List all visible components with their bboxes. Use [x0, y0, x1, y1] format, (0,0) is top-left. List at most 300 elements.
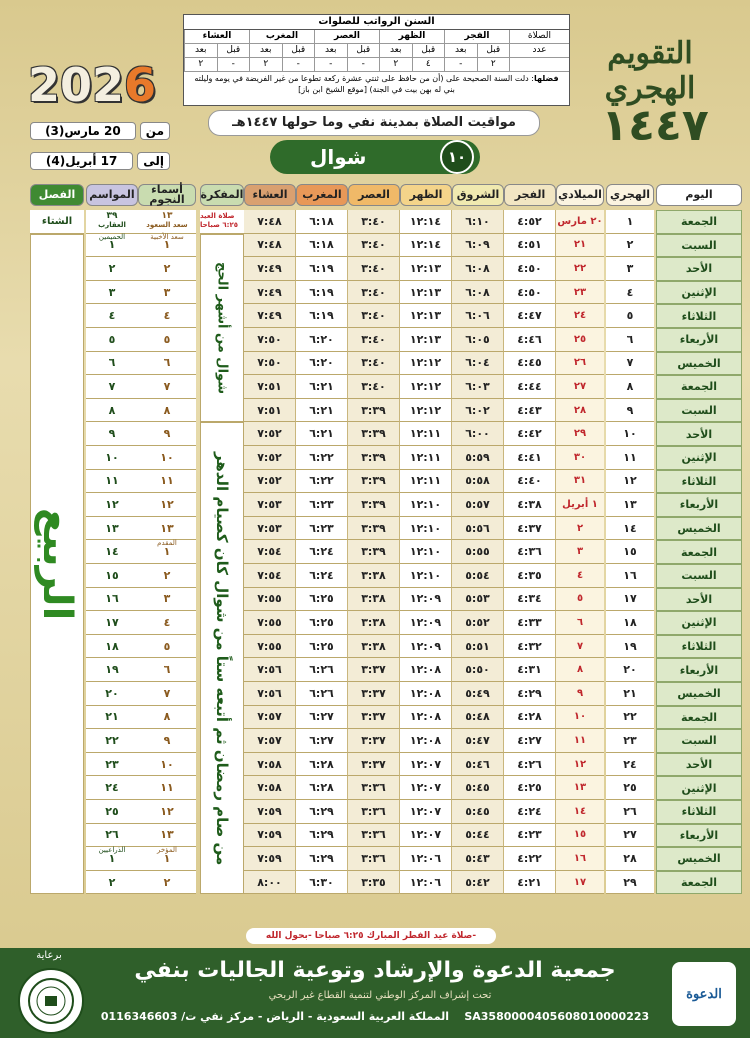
hijri-cell: ٥: [606, 304, 654, 328]
isha-cell: ٧:٥٢: [244, 470, 296, 494]
isha-cell: ٧:٥٣: [244, 517, 296, 541]
sunrise-cell: ٥:٥١: [452, 635, 504, 659]
day-cell: الجمعة: [656, 871, 742, 895]
fajr-cell: ٤:٤٧: [504, 304, 556, 328]
sunan-after-1: بعد: [379, 44, 412, 58]
fajr-cell: ٤:٣٣: [504, 611, 556, 635]
asr-cell: ٣:٣٨: [348, 635, 400, 659]
hijri-cell: ٢٧: [606, 824, 654, 848]
seasons-cell: ٨: [86, 399, 138, 423]
sunrise-cell: ٥:٤٥: [452, 776, 504, 800]
maghrib-cell: ٦:٢٧: [296, 729, 348, 753]
day-cell: الخميس: [656, 517, 742, 541]
sunan-table: [183, 14, 570, 106]
dhuhr-cell: ١٢:١٤: [400, 210, 452, 234]
stars-num: ١٣: [161, 211, 173, 222]
hijri-cell: ٢٣: [606, 729, 654, 753]
dhuhr-cell: ١٢:١٤: [400, 234, 452, 258]
hijri-cell: ١٢: [606, 470, 654, 494]
day-cell: الأربعاء: [656, 328, 742, 352]
stars-cell: ٧: [138, 375, 196, 399]
dhuhr-cell: ١٢:١٢: [400, 352, 452, 376]
asr-cell: ٣:٣٥: [348, 871, 400, 895]
seasons-cell: ٢: [86, 257, 138, 281]
greg-cell: ٣٠: [556, 446, 604, 470]
stars-cell: ٥: [138, 635, 196, 659]
dhuhr-cell: ١٢:١٣: [400, 257, 452, 281]
hijri-cell: ٢٢: [606, 706, 654, 730]
stars-cell: ١: [138, 540, 196, 564]
dhuhr-cell: ١٢:١٢: [400, 399, 452, 423]
greg-cell: ٦: [556, 611, 604, 635]
hijri-cell: ١٣: [606, 493, 654, 517]
seasons-label-row2: الحميمين: [98, 232, 126, 241]
month-name: شوال: [310, 145, 367, 169]
sunrise-cell: ٦:٠٣: [452, 375, 504, 399]
fajr-cell: ٤:٣٥: [504, 564, 556, 588]
maghrib-cell: ٦:١٩: [296, 304, 348, 328]
stars-cell: ٦: [138, 352, 196, 376]
greg-cell: ١٠: [556, 706, 604, 730]
sunrise-cell: ٦:٠٠: [452, 422, 504, 446]
maghrib-cell: ٦:١٩: [296, 257, 348, 281]
seasons-cell: ٢٥: [86, 800, 138, 824]
sunan-after-3: بعد: [249, 44, 282, 58]
stars-cell: ٦: [138, 658, 196, 682]
asr-cell: ٣:٣٧: [348, 753, 400, 777]
fajr-cell: ٤:٢٢: [504, 847, 556, 871]
maghrib-cell: ٦:١٨: [296, 234, 348, 258]
col-header-greg: الميلادي: [556, 184, 604, 206]
day-cell: الأربعاء: [656, 824, 742, 848]
from-value: 20 مارس(3): [30, 122, 136, 140]
asr-cell: ٣:٤٠: [348, 328, 400, 352]
dhuhr-cell: ١٢:٠٩: [400, 588, 452, 612]
seasons-cell: ٣: [86, 281, 138, 305]
sponsor-logo: [18, 968, 84, 1034]
hijri-cell: ١٩: [606, 635, 654, 659]
col-header-stars: أسماء النجوم: [138, 184, 196, 206]
fajr-cell: ٤:٣٤: [504, 588, 556, 612]
isha-cell: ٨:٠٠: [244, 871, 296, 895]
day-cell: الأحد: [656, 753, 742, 777]
greg-cell: ٤: [556, 564, 604, 588]
fajr-cell: ٤:٥١: [504, 234, 556, 258]
asr-cell: ٣:٣٨: [348, 564, 400, 588]
greg-cell: ٢٠ مارس: [556, 210, 604, 234]
col-header-maghrib: المغرب: [296, 184, 348, 206]
sunrise-cell: ٥:٥٣: [452, 588, 504, 612]
fajr-cell: ٤:٢٥: [504, 776, 556, 800]
sunan-before-4: قبل: [217, 44, 250, 58]
dhuhr-cell: ١٢:٠٩: [400, 611, 452, 635]
isha-cell: ٧:٤٨: [244, 210, 296, 234]
sunan-count-after-4: ٢: [184, 58, 217, 72]
greg-cell: ٢٥: [556, 328, 604, 352]
fajr-cell: ٤:٢٨: [504, 706, 556, 730]
dhuhr-cell: ١٢:١٢: [400, 375, 452, 399]
day-cell: الثلاثاء: [656, 635, 742, 659]
sunan-count-spacer: [509, 58, 569, 72]
col-header-sunrise: الشروق: [452, 184, 504, 206]
stars-cell: ١٠: [138, 753, 196, 777]
greg-cell: ٢٦: [556, 352, 604, 376]
seasons-cell: ٤: [86, 304, 138, 328]
asr-cell: ٣:٣٩: [348, 470, 400, 494]
asr-cell: ٣:٣٩: [348, 446, 400, 470]
fajr-cell: ٤:٣٦: [504, 540, 556, 564]
maghrib-cell: ٦:٢٢: [296, 446, 348, 470]
stars-cell: ٧: [138, 682, 196, 706]
greg-cell: ٥: [556, 588, 604, 612]
fajr-cell: ٤:٥٠: [504, 257, 556, 281]
asr-cell: ٣:٤٠: [348, 281, 400, 305]
asr-cell: ٣:٤٠: [348, 257, 400, 281]
seasons-cell: ٢٣: [86, 753, 138, 777]
greg-cell: ١٤: [556, 800, 604, 824]
fajr-cell: ٤:٢٩: [504, 682, 556, 706]
gregorian-year: [28, 58, 168, 118]
asr-cell: ٣:٣٨: [348, 588, 400, 612]
dhuhr-cell: ١٢:٠٨: [400, 729, 452, 753]
maghrib-cell: ٦:٢٠: [296, 328, 348, 352]
dhuhr-cell: ١٢:١١: [400, 470, 452, 494]
fajr-cell: ٤:٤٢: [504, 422, 556, 446]
dhuhr-cell: ١٢:٠٧: [400, 776, 452, 800]
fajr-cell: ٤:٢٣: [504, 824, 556, 848]
stars-cell: ٣: [138, 281, 196, 305]
greg-year-suffix: 6: [124, 58, 157, 112]
maghrib-cell: ٦:١٨: [296, 210, 348, 234]
isha-cell: ٧:٥٥: [244, 635, 296, 659]
stars-cell: ١١: [138, 470, 196, 494]
fajr-cell: ٤:٣١: [504, 658, 556, 682]
greg-cell: ١١: [556, 729, 604, 753]
sunrise-cell: ٦:٠٦: [452, 304, 504, 328]
asr-cell: ٣:٣٨: [348, 611, 400, 635]
day-cell: الجمعة: [656, 706, 742, 730]
stars-cell: ١٣: [138, 824, 196, 848]
fajr-cell: ٤:٤٣: [504, 399, 556, 423]
maghrib-cell: ٦:٢٣: [296, 493, 348, 517]
asr-cell: ٣:٣٦: [348, 800, 400, 824]
stars-cell: ٤: [138, 304, 196, 328]
eid-note: صلاة عيد الفطر المبارك ٦:٢٥ صباحا -بحول الله-: [246, 928, 496, 944]
hijri-cell: ٦: [606, 328, 654, 352]
seasons-cell: ٥: [86, 328, 138, 352]
side-note-shawwal-fasting: من صام رمضان ثم أتبعه ستاً من شوال كان كصيام الدهر: [200, 422, 244, 894]
sunan-count-label: عدد: [509, 44, 569, 58]
sunan-after-4: بعد: [184, 44, 217, 58]
sunan-count-before-1: ٤: [412, 58, 445, 72]
asr-cell: ٣:٤٠: [348, 375, 400, 399]
seasons-cell-row1: [86, 210, 138, 234]
sunrise-cell: ٥:٥٤: [452, 564, 504, 588]
sunan-prayer-4: العشاء: [184, 30, 249, 44]
hijri-cell: ١٧: [606, 588, 654, 612]
hijri-cell: ٢٨: [606, 847, 654, 871]
seasons-cell: ١٥: [86, 564, 138, 588]
range-to: [30, 150, 170, 172]
sunan-grid: [184, 29, 569, 72]
isha-cell: ٧:٥٢: [244, 446, 296, 470]
sunrise-cell: ٥:٥٨: [452, 470, 504, 494]
sunan-note-text: دلت السنة الصحيحة على (أن من حافظ على ثنتي عشرة ركعة تطوعا من غير الفريضة في يومه وليلته بني له بهن بيت في الجنة) [موقع الشيخ ابن باز]: [194, 74, 529, 94]
day-cell: الأحد: [656, 422, 742, 446]
seasons-cell: ٢٦: [86, 824, 138, 848]
col-header-day: اليوم: [656, 184, 742, 206]
greg-cell: ٩: [556, 682, 604, 706]
stars-cell: ١١: [138, 776, 196, 800]
maghrib-cell: ٦:٢٣: [296, 517, 348, 541]
stars-cell-row1: [138, 210, 196, 234]
sunrise-cell: ٦:٠٨: [452, 257, 504, 281]
sunrise-cell: ٦:٠٨: [452, 281, 504, 305]
fajr-cell: ٤:٥٢: [504, 210, 556, 234]
maghrib-cell: ٦:٢٤: [296, 540, 348, 564]
col-header-asr: العصر: [348, 184, 400, 206]
sunrise-cell: ٥:٤٣: [452, 847, 504, 871]
sunrise-cell: ٥:٤٤: [452, 824, 504, 848]
sunrise-cell: ٥:٤٥: [452, 800, 504, 824]
stars-label-row28: المؤخر: [157, 846, 177, 855]
day-cell: الأربعاء: [656, 658, 742, 682]
greg-cell: ٢٤: [556, 304, 604, 328]
isha-cell: ٧:٥٦: [244, 682, 296, 706]
dhuhr-cell: ١٢:٠٨: [400, 658, 452, 682]
fajr-cell: ٤:٣٨: [504, 493, 556, 517]
isha-cell: ٧:٥١: [244, 375, 296, 399]
greg-cell: ٣: [556, 540, 604, 564]
sunan-before-2: قبل: [347, 44, 380, 58]
sunrise-cell: ٥:٤٩: [452, 682, 504, 706]
day-cell: الأحد: [656, 588, 742, 612]
day-cell: الإثنين: [656, 611, 742, 635]
stars-cell: ٣: [138, 588, 196, 612]
asr-cell: ٣:٣٩: [348, 422, 400, 446]
stars-cell: ١٢: [138, 493, 196, 517]
season-spring-label: الربيع: [30, 234, 84, 895]
asr-cell: ٣:٣٧: [348, 658, 400, 682]
day-cell: الأحد: [656, 257, 742, 281]
fajr-cell: ٤:٣٢: [504, 635, 556, 659]
dhuhr-cell: ١٢:١٠: [400, 517, 452, 541]
maghrib-cell: ٦:٢١: [296, 375, 348, 399]
sunan-count-after-2: -: [314, 58, 347, 72]
col-header-season: الفصل: [30, 184, 84, 206]
fajr-cell: ٤:٢١: [504, 871, 556, 895]
dhuhr-cell: ١٢:٠٧: [400, 800, 452, 824]
dhuhr-cell: ١٢:٠٧: [400, 753, 452, 777]
day-cell: السبت: [656, 234, 742, 258]
from-label: من: [140, 122, 170, 140]
hijri-cell: ١٦: [606, 564, 654, 588]
seasons-cell: ١: [86, 847, 138, 871]
seasons-cell: ٧: [86, 375, 138, 399]
stars-cell: ١: [138, 234, 196, 258]
hijri-cell: ٣: [606, 257, 654, 281]
seal-icon: [26, 976, 76, 1026]
day-cell: الخميس: [656, 352, 742, 376]
greg-cell: ٢٧: [556, 375, 604, 399]
greg-cell: ٢٩: [556, 422, 604, 446]
asr-cell: ٣:٣٩: [348, 493, 400, 517]
dhuhr-cell: ١٢:١١: [400, 446, 452, 470]
isha-cell: ٧:٥٧: [244, 729, 296, 753]
seasons-num: ٣٩: [106, 211, 118, 222]
stars-cell: ١٣: [138, 517, 196, 541]
sunan-count-before-3: -: [282, 58, 315, 72]
seasons-cell: ٢: [86, 871, 138, 895]
sunrise-cell: ٥:٤٨: [452, 706, 504, 730]
seasons-cell: ٢٢: [86, 729, 138, 753]
day-cell: الثلاثاء: [656, 800, 742, 824]
day-cell: السبت: [656, 564, 742, 588]
reminder-eid-cell: صلاة العيد ٦:٢٥ صباحا: [200, 210, 244, 234]
day-cell: الإثنين: [656, 281, 742, 305]
day-cell: الإثنين: [656, 446, 742, 470]
asr-cell: ٣:٣٦: [348, 847, 400, 871]
stars-cell: ١٢: [138, 800, 196, 824]
day-cell: الإثنين: [656, 776, 742, 800]
seasons-cell: ١٢: [86, 493, 138, 517]
range-from: [30, 120, 170, 142]
sunan-count-before-0: ٢: [477, 58, 510, 72]
sunan-count-before-4: -: [217, 58, 250, 72]
day-cell: الخميس: [656, 847, 742, 871]
stars-cell: ٨: [138, 399, 196, 423]
sunan-prayer-0: الفجر: [444, 30, 509, 44]
dhuhr-cell: ١٢:٠٧: [400, 824, 452, 848]
sunan-prayer-label: الصلاة: [509, 30, 569, 44]
greg-cell: ٢٨: [556, 399, 604, 423]
greg-cell: ١ أبريل: [556, 493, 604, 517]
day-cell: الثلاثاء: [656, 470, 742, 494]
page-subtitle: مواقيت الصلاة بمدينة نفي وما حولها ١٤٤٧هـ: [208, 110, 540, 136]
sunrise-cell: ٦:١٠: [452, 210, 504, 234]
sunan-before-3: قبل: [282, 44, 315, 58]
asr-cell: ٣:٤٠: [348, 304, 400, 328]
isha-cell: ٧:٥٣: [244, 493, 296, 517]
isha-cell: ٧:٥٦: [244, 658, 296, 682]
month-pill: [270, 140, 480, 174]
maghrib-cell: ٦:٢٥: [296, 611, 348, 635]
isha-cell: ٧:٥٨: [244, 753, 296, 777]
hijri-cell: ٨: [606, 375, 654, 399]
seasons-cell: ١: [86, 234, 138, 258]
greg-cell: ١٢: [556, 753, 604, 777]
dhuhr-cell: ١٢:١٠: [400, 564, 452, 588]
isha-cell: ٧:٥٤: [244, 564, 296, 588]
stars-cell: ١: [138, 847, 196, 871]
stars-cell: ٨: [138, 706, 196, 730]
isha-cell: ٧:٥٧: [244, 706, 296, 730]
sunan-title: السنن الرواتب للصلوات: [318, 16, 435, 27]
isha-cell: ٧:٤٩: [244, 304, 296, 328]
col-header-reminder: المفكرة: [200, 184, 244, 206]
maghrib-cell: ٦:٢٨: [296, 753, 348, 777]
seasons-cell: ١٩: [86, 658, 138, 682]
fajr-cell: ٤:٢٧: [504, 729, 556, 753]
hijri-cell: ٢٥: [606, 776, 654, 800]
seasons-cell: ١٧: [86, 611, 138, 635]
sunan-after-2: بعد: [314, 44, 347, 58]
isha-cell: ٧:٥٥: [244, 611, 296, 635]
isha-cell: ٧:٥٩: [244, 847, 296, 871]
isha-cell: ٧:٥٩: [244, 824, 296, 848]
dhuhr-cell: ١٢:٠٨: [400, 706, 452, 730]
hijri-cell: ١٤: [606, 517, 654, 541]
asr-cell: ٣:٣٧: [348, 706, 400, 730]
seasons-cell: ٢٠: [86, 682, 138, 706]
sunan-prayer-3: المغرب: [249, 30, 314, 44]
sunan-prayer-1: الظهر: [379, 30, 444, 44]
fajr-cell: ٤:٤٠: [504, 470, 556, 494]
hijri-cell: ١: [606, 210, 654, 234]
asr-cell: ٣:٤٠: [348, 210, 400, 234]
maghrib-cell: ٦:٢٩: [296, 847, 348, 871]
asr-cell: ٣:٣٩: [348, 540, 400, 564]
maghrib-cell: ٦:٢٧: [296, 706, 348, 730]
asr-cell: ٣:٣٩: [348, 399, 400, 423]
footer-org-title: جمعية الدعوة والإرشاد وتوعية الجاليات بنفي: [134, 958, 616, 983]
sunrise-cell: ٥:٥٩: [452, 446, 504, 470]
maghrib-cell: ٦:٢٢: [296, 470, 348, 494]
maghrib-cell: ٦:٢١: [296, 422, 348, 446]
stars-cell: ١٠: [138, 446, 196, 470]
seasons-cell: ٢١: [86, 706, 138, 730]
seasons-cell: ٩: [86, 422, 138, 446]
fajr-cell: ٤:٤٦: [504, 328, 556, 352]
isha-cell: ٧:٤٩: [244, 257, 296, 281]
asr-cell: ٣:٣٧: [348, 682, 400, 706]
sunan-count-after-3: ٢: [249, 58, 282, 72]
season-winter-cell: الشتاء: [30, 210, 84, 234]
sunrise-cell: ٥:٥٥: [452, 540, 504, 564]
greg-cell: ٣١: [556, 470, 604, 494]
sunan-after-0: بعد: [444, 44, 477, 58]
seasons-name: العقارب: [98, 221, 126, 230]
sunrise-cell: ٥:٥٦: [452, 517, 504, 541]
seasons-cell: ١٣: [86, 517, 138, 541]
col-header-dhuhr: الظهر: [400, 184, 452, 206]
greg-cell: ١٦: [556, 847, 604, 871]
stars-cell: ٢: [138, 564, 196, 588]
fajr-cell: ٤:٤١: [504, 446, 556, 470]
greg-cell: ٢١: [556, 234, 604, 258]
isha-cell: ٧:٤٩: [244, 281, 296, 305]
isha-cell: ٧:٥٢: [244, 422, 296, 446]
asr-cell: ٣:٣٩: [348, 517, 400, 541]
dhuhr-cell: ١٢:٠٦: [400, 871, 452, 895]
maghrib-cell: ٦:٢٠: [296, 352, 348, 376]
maghrib-cell: ٦:٢٥: [296, 588, 348, 612]
side-note-hajj-months: شوال من أشهر الحج: [200, 234, 244, 423]
sunan-count-before-2: -: [347, 58, 380, 72]
greg-cell: ٢: [556, 517, 604, 541]
isha-cell: ٧:٥٥: [244, 588, 296, 612]
footer-subtitle: تحت إشراف المركز الوطني لتنمية القطاع غير الربحي: [268, 990, 492, 1001]
seasons-cell: ٢٤: [86, 776, 138, 800]
sunrise-cell: ٥:٥٢: [452, 611, 504, 635]
greg-year-prefix: 202: [28, 58, 125, 112]
col-header-fajr: الفجر: [504, 184, 556, 206]
sunan-before-1: قبل: [412, 44, 445, 58]
stars-cell: ٩: [138, 422, 196, 446]
greg-cell: ٧: [556, 635, 604, 659]
sunrise-cell: ٦:٠٢: [452, 399, 504, 423]
maghrib-cell: ٦:٢٩: [296, 824, 348, 848]
